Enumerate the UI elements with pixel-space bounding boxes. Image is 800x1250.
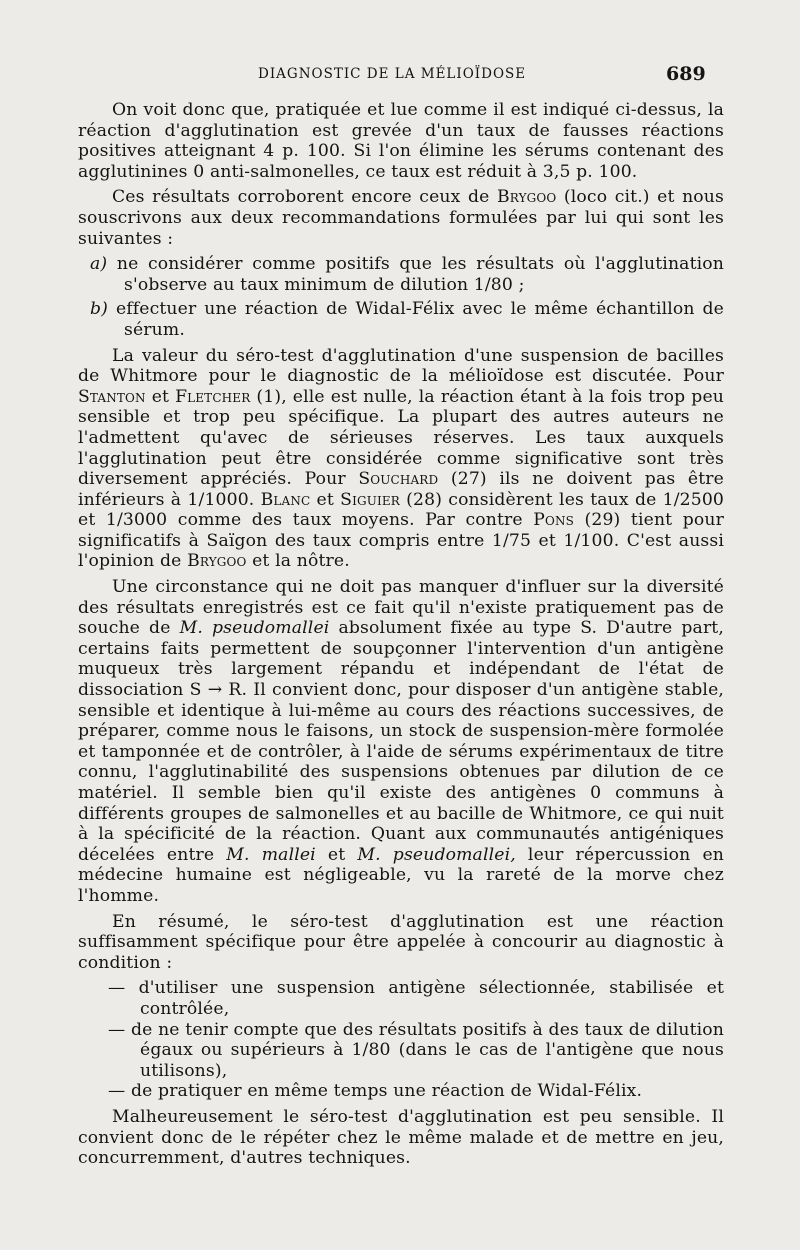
text-run: (28) considèrent les taux de 1/2500 et 1/3000 comme des taux moyens. Par contre	[78, 489, 725, 531]
page-header	[0, 63, 800, 90]
list-item: — de pratiquer en même temps une réaction de Widal-Félix.	[108, 1081, 643, 1102]
list-item	[78, 254, 724, 295]
text-run: (27) ils ne doivent pas être inférieurs à 1/1000.	[78, 469, 724, 510]
text-run: (1), elle est nulle, la réaction étant à la fois trop peu sensible et trop peu spécifique. La plupart des autres auteurs ne l'admettent qu'avec de sérieuses réserves. Les taux auxquels l'agglutination peut être considérée comme significative sont très diversement appréciés. Pour	[78, 386, 724, 490]
author-name: Siguier	[340, 489, 400, 510]
paragraph-3	[78, 346, 724, 573]
list-item: — d'utiliser une suspension antigène sélectionnée, stabilisée et contrôlée,	[108, 978, 724, 1019]
list-item: — de ne tenir compte que des résultats positifs à des taux de dilution égaux ou supérieurs à 1/80 (dans le cas de l'antigène que nous utilisons),	[108, 1019, 724, 1081]
author-name: Fletcher	[175, 386, 251, 407]
text-run: leur répercussion en médecine humaine est négligeable, vu la rareté de la morve chez l'homme.	[78, 844, 724, 906]
text-run: La valeur du séro-test d'agglutination d'une suspension de bacilles de Whitmore pour le diagnostic de la mélioïdose est discutée. Pour	[78, 345, 724, 387]
text-run: absolument fixée au type S. D'autre part, certains faits permettent de soupçonner l'intervention d'un antigène muqueux très largement répandu et indépendant de l'état de dissociation S → R. Il convient donc, pour disposer d'un antigène stable, sensible et identique à lui-même au cours des réactions successives, de préparer, comme nous le faisons, un stock de suspension-mère formolée et tamponnée et de contrôler, à l'aide de sérums expérimentaux de titre connu, l'agglutinabilité des suspensions obtenues par dilution de ce matériel. Il semble bien qu'il existe des antigènes 0 communs à différents groupes de salmonelles et au bacille de Whitmore, ce qui nuit à la spécificité de la réaction. Quant aux communautés antigéniques décelées entre	[78, 618, 724, 865]
text-run: Ces résultats corroborent encore ceux de	[112, 187, 497, 208]
text-run: et	[315, 844, 358, 865]
species-name: M. pseudomallei,	[357, 844, 516, 865]
text-run: et la nôtre.	[246, 551, 350, 572]
list-label: a)	[90, 254, 108, 275]
list-item	[78, 299, 724, 340]
author-name: Brygoo	[187, 551, 247, 572]
paragraph-4	[78, 577, 724, 907]
text-run: Une circonstance qui ne doit pas manquer d'influer sur la diversité des résultats enregistrés est ce fait qu'il n'existe pratiquement pas de souche de	[78, 577, 724, 639]
author-name: Brygoo	[497, 187, 557, 208]
paragraph-2	[78, 187, 724, 249]
paragraph-6: Malheureusement le séro-test d'agglutination est peu sensible. Il convient donc de le répéter chez le même malade et de mettre en jeu, concurremment, d'autres techniques.	[78, 1106, 724, 1169]
condition-list	[78, 978, 724, 1102]
text-run: et	[145, 386, 176, 407]
paragraph-5: En résumé, le séro-test d'agglutination est une réaction suffisamment spécifique pour être appelée à concourir au diagnostic à condition :	[78, 911, 724, 973]
author-name: Souchard	[358, 469, 439, 490]
author-name: Stanton	[78, 386, 146, 407]
text-run: (29) tient pour significatifs à Saïgon des taux compris entre 1/75 et 1/100. C'est aussi l'opinion de	[78, 510, 724, 572]
author-name: Blanc	[260, 489, 311, 510]
text-run: (loco cit.) et nous souscrivons aux deux recommandations formulées par lui qui sont les suivantes :	[78, 187, 724, 249]
list-label: b)	[90, 299, 109, 320]
text-run: et	[310, 489, 341, 510]
list-text: ne considérer comme positifs que les résultats où l'agglutination s'observe au taux minimum de dilution 1/80 ;	[116, 254, 724, 295]
recommendation-list	[78, 254, 724, 340]
list-text: effectuer une réaction de Widal-Félix avec le même échantillon de sérum.	[115, 299, 724, 340]
author-name: Pons	[533, 510, 574, 531]
paragraph-1: On voit donc que, pratiquée et lue comme il est indiqué ci-dessus, la réaction d'agglutination est grevée d'un taux de fausses réactions positives atteignant 4 p. 100. Si l'on élimine les sérums contenant des agglutinines 0 anti-salmonelles, ce taux est réduit à 3,5 p. 100.	[78, 100, 724, 182]
page-number: 689	[666, 63, 706, 85]
species-name: M. mallei	[226, 844, 316, 865]
species-name: M. pseudomallei	[179, 618, 330, 639]
body-text	[78, 100, 724, 1174]
running-title: DIAGNOSTIC DE LA MÉLIOÏDOSE	[258, 66, 527, 82]
